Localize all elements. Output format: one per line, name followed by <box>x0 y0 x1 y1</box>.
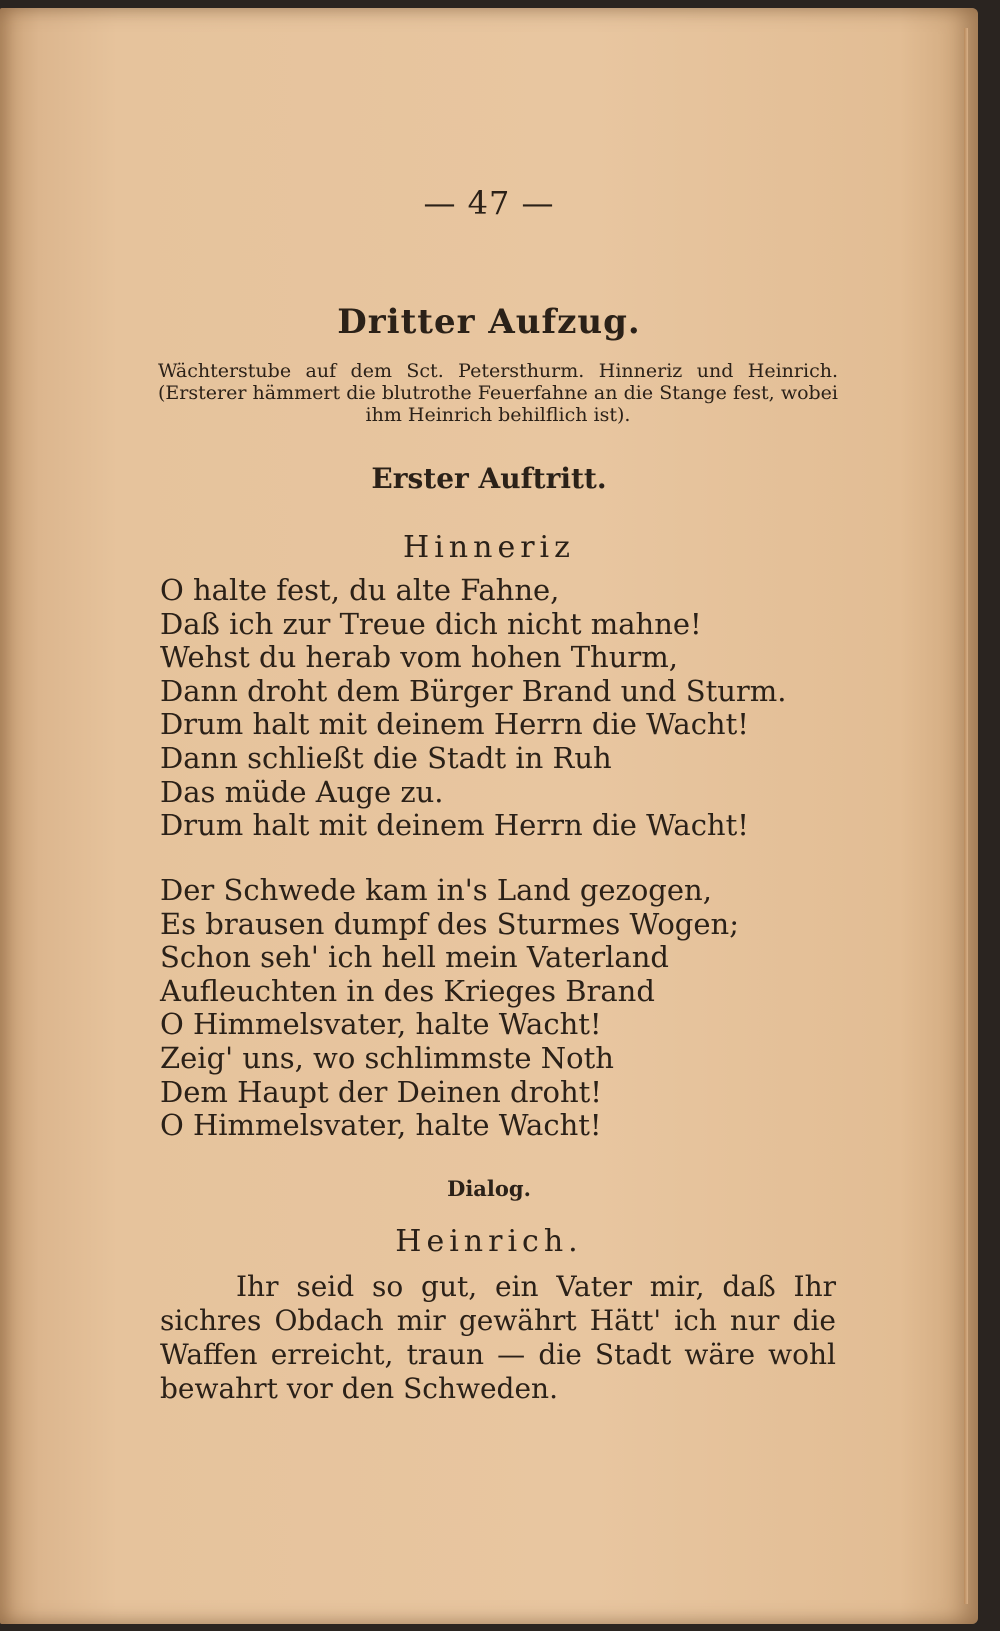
verse-line: Drum halt mit deinem Herrn die Wacht! <box>160 808 749 843</box>
dialog-paragraph: Ihr seid so gut, ein Vater mir, daß Ihr sichres Obdach mir gewährt Hätt' ich nur die Waffen erreicht, traun — die Stadt wäre wohl bewahrt vor den Schweden. <box>160 1270 836 1405</box>
speaker-name-hinneriz: Hinneriz <box>403 530 575 565</box>
verse-line: O halte fest, du alte Fahne, <box>160 573 560 607</box>
page-edge <box>964 28 968 1604</box>
verse-line: Zeig' uns, wo schlimmste Noth <box>160 1040 614 1075</box>
dialog-label: Dialog. <box>447 1176 531 1201</box>
verse-line: Dann droht dem Bürger Brand und Sturm. <box>160 673 787 708</box>
page-number: — 47 — <box>423 184 555 222</box>
verse-line: O Himmelsvater, halte Wacht! <box>160 1108 602 1143</box>
book-page <box>0 8 978 1624</box>
verse-line: O Himmelsvater, halte Wacht! <box>160 1007 602 1042</box>
speaker-name-heinrich: Heinrich. <box>395 1224 583 1259</box>
verse-line: Wehst du herab vom hohen Thurm, <box>160 640 678 675</box>
verse-line: Schon seh' ich hell mein Vaterland <box>160 940 669 975</box>
act-title: Dritter Aufzug. <box>337 302 641 342</box>
verse-line: Es brausen dumpf des Sturmes Wogen; <box>160 906 739 941</box>
stage-direction: Wächterstube auf dem Sct. Petersthurm. Hinneriz und Heinrich. (Ersterer hämmert die blutrothe Feuerfahne an die Stange fest, wobei ihm Heinrich behilflich ist). <box>158 360 838 426</box>
verse-line: Daß ich zur Treue dich nicht mahne! <box>160 606 702 641</box>
verse-line: Das müde Auge zu. <box>160 774 444 809</box>
verse-line: Der Schwede kam in's Land gezogen, <box>160 873 712 907</box>
verse-line: Dem Haupt der Deinen droht! <box>160 1074 602 1109</box>
verse-line: Aufleuchten in des Krieges Brand <box>160 973 655 1008</box>
verse-stanza-1 <box>160 574 860 843</box>
scene-title: Erster Auftritt. <box>371 462 607 495</box>
verse-line: Drum halt mit deinem Herrn die Wacht! <box>160 707 749 742</box>
verse-line: Dann schließt die Stadt in Ruh <box>160 740 612 775</box>
verse-stanza-2 <box>160 874 860 1143</box>
